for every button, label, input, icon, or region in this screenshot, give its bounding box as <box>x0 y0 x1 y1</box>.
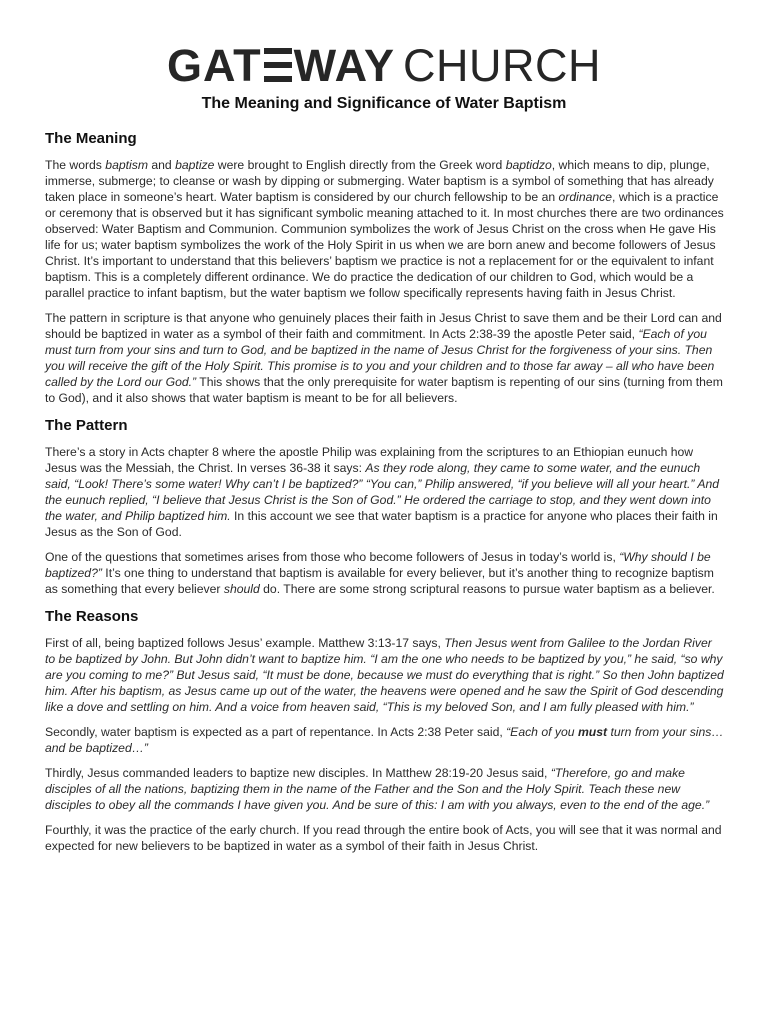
text-run: There’s a story in Acts chapter 8 where the apostle Philip was explaining from the scriptures to an Ethiopian eunuch how Jesus was the Messiah, the Christ. In verses 36-38 it says: <box>45 445 694 475</box>
text-run: In this account we see that water baptism is a practice for anyone who places their faith in Jesus as the Son of God. <box>45 509 718 539</box>
italic-run: baptize <box>175 158 215 172</box>
italic-run: baptidzo <box>505 158 552 172</box>
logo-e-mark-icon <box>264 48 292 82</box>
logo-text-gat: GAT <box>166 40 262 91</box>
section-heading-pattern: The Pattern <box>45 417 128 434</box>
text-run: The words <box>45 158 106 172</box>
text-run: Thirdly, Jesus commanded leaders to baptize new disciples. In Matthew 28:19-20 Jesus said, <box>45 766 551 780</box>
text-run: , which is a practice or ceremony that is observed but it has significant symbolic meaning attached to it. In most churches there are two ordinances observed: Water Baptism and Communion. Communion symbolizes the work of Jesus Christ on the cross when He gave His life for us; water baptism symbolizes the work of the Holy Spirit in us when we are born anew and become followers of Jesus Christ. It’s important to understand that this believers’ baptism we practice is not a replacement for or the equivalent to infant baptism. This is a completely different ordinance. We do practice the dedication of our children to God, which would be a parallel practice to infant baptism, but the water baptism we follow specifically represents having faith in Jesus Christ. <box>45 190 724 300</box>
reasons-paragraph-4 <box>45 822 725 854</box>
text-run: It’s one thing to understand that baptism is available for every believer, but it’s another thing to recognize baptism as something that every believer <box>45 566 714 596</box>
section-heading-meaning: The Meaning <box>45 130 137 147</box>
scripture-quote: As they rode along, they came to some water, and the eunuch said, “Look! There’s some water! Why can’t I be baptized?” “You can,” Philip answered, “if you believe will all your heart.” And the eunuch replied, “I believe that Jesus Christ is the Son of God.” He ordered the carriage to stop, and they went down into the water, and Philip baptized him. <box>45 461 720 523</box>
gateway-church-logo <box>0 40 768 92</box>
reasons-paragraph-3 <box>45 765 725 813</box>
bold-italic-run: must <box>577 725 608 739</box>
italic-run: “Each of you <box>506 725 578 739</box>
logo-text-church: CHURCH <box>403 40 602 91</box>
italic-run: ordinance <box>558 190 613 204</box>
text-run: were brought to English directly from the Greek word <box>214 158 506 172</box>
reasons-paragraph-2 <box>45 724 725 756</box>
text-run: This shows that the only prerequisite for water baptism is repenting of our sins (turning from them to God), and it also shows that water baptism is meant to be for all believers. <box>45 375 723 405</box>
document-body <box>45 128 725 863</box>
italic-run: should <box>223 582 260 596</box>
page-title: The Meaning and Significance of Water Baptism <box>201 95 567 112</box>
reasons-paragraph-1 <box>45 635 725 715</box>
meaning-paragraph-1 <box>45 157 725 301</box>
italic-run: “Why should I be baptized?” <box>45 550 711 580</box>
pattern-paragraph-2 <box>45 549 725 597</box>
scripture-quote: Then Jesus went from Galilee to the Jordan River to be baptized by John. But John didn’t want to baptize him. “I am the one who needs to be baptized by you,” he said, “so why are you coming to me?” But Jesus said, “It must be done, because we must do everything that is right.” So then John baptized him. After his baptism, as Jesus came up out of the water, the heavens were opened and he saw the Spirit of God descending like a dove and settling on him. And a voice from heaven said, “This is my beloved Son, and I am fully pleased with him.” <box>45 636 724 714</box>
text-run: Secondly, water baptism is expected as a part of repentance. In Acts 2:38 Peter said, <box>45 725 507 739</box>
meaning-paragraph-2 <box>45 310 725 406</box>
logo-text-way: WAY <box>293 40 396 91</box>
italic-run: baptism <box>105 158 148 172</box>
text-run: The pattern in scripture is that anyone who genuinely places their faith in Jesus Christ to save them and be their Lord can and should be baptized in water as a symbol of their faith and commitment. In Acts 2:38-39 the apostle Peter said, <box>45 311 722 341</box>
pattern-paragraph-1 <box>45 444 725 540</box>
text-run: One of the questions that sometimes arises from those who become followers of Jesus in today’s world is, <box>45 550 620 564</box>
text-run: Fourthly, it was the practice of the early church. If you read through the entire book of Acts, you will see that it was normal and expected for new believers to be baptized in water as a symbol of their faith in Jesus Christ. <box>45 823 722 853</box>
text-run: do. There are some strong scriptural reasons to pursue water baptism as a believer. <box>259 582 715 596</box>
text-run: First of all, being baptized follows Jesus’ example. Matthew 3:13-17 says, <box>45 636 445 650</box>
italic-run: turn from your sins… and be baptized…” <box>45 725 724 755</box>
scripture-quote: “Therefore, go and make disciples of all the nations, baptizing them in the name of the Father and the Son and the Holy Spirit. Teach these new disciples to obey all the commands I have given you. And be sure of this: I am with you always, even to the end of the age.” <box>45 766 710 812</box>
text-run: and <box>147 158 176 172</box>
section-heading-reasons: The Reasons <box>45 608 139 625</box>
text-run: , which means to dip, plunge, immerse, submerge; to cleanse or wash by dipping or submerging. Water baptism is a symbol of something that has already taken place in someone’s heart. Water baptism is considered by our church fellowship to be an <box>45 158 714 204</box>
scripture-quote: “Each of you must turn from your sins and turn to God, and be baptized in the name of Jesus Christ for the forgiveness of your sins. Then you will receive the gift of the Holy Spirit. This promise is to you and your children and to those far away – all who have been called by the Lord our God.” <box>45 327 715 389</box>
